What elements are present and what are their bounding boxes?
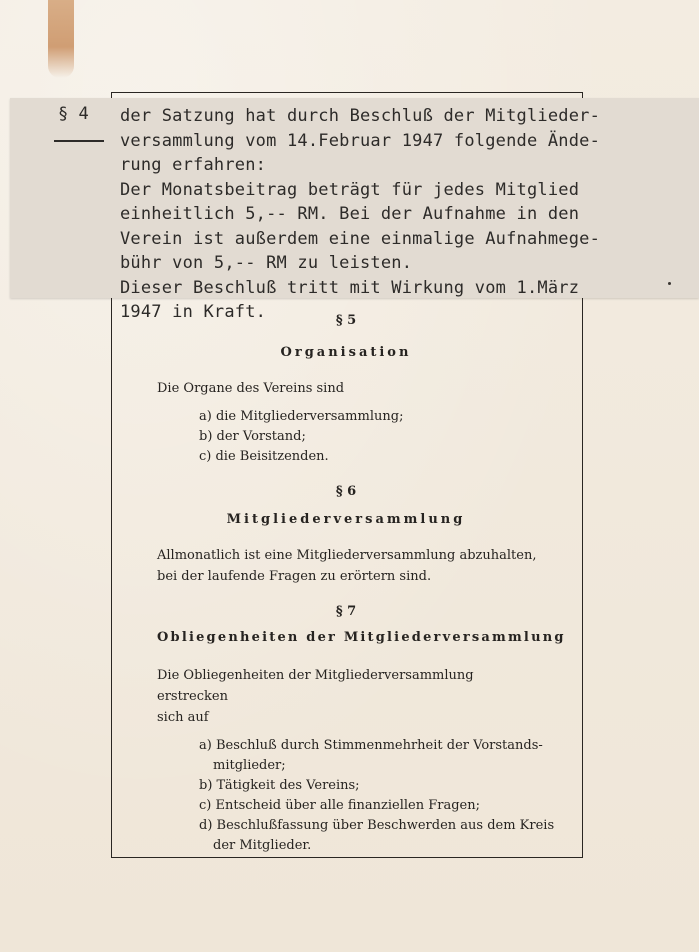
section-6-text (111, 545, 581, 587)
list-item: a) die Mitgliederversammlung; (199, 409, 404, 424)
section-7-list (111, 736, 581, 856)
section-6-line: bei der laufende Fragen zu erörtern sind. (157, 569, 432, 584)
amendment-section-mark: § 4 (58, 104, 89, 124)
section-5-number: § 5 (335, 313, 357, 328)
amendment-line: Verein ist außerdem eine einmalige Aufnahmege- (120, 228, 601, 249)
amendment-line: 1947 in Kraft. (120, 302, 267, 322)
section-5-list (111, 407, 581, 467)
section-6-title: Mitgliederversammlung (226, 512, 466, 527)
amendment-line: rung erfahren: (120, 155, 267, 175)
section-7-line: sich auf (157, 710, 209, 725)
list-item: der Mitglieder. (213, 838, 312, 853)
amendment-line: versammlung vom 14.Februar 1947 folgende Ände- (120, 130, 601, 151)
printed-statute (111, 300, 581, 856)
amendment-line: der Satzung hat durch Beschluß der Mitglieder- (120, 106, 601, 126)
amendment-line: einheitlich 5,-- RM. Bei der Aufnahme in den (120, 204, 580, 224)
list-item: a) Beschluß durch Stimmenmehrheit der Vorstands- (199, 738, 543, 753)
list-item: b) der Vorstand; (199, 429, 306, 444)
section-6-number: § 6 (335, 484, 357, 499)
section-7-intro (111, 665, 581, 728)
tape-stain (48, 0, 74, 78)
list-item: c) Entscheid über alle finanziellen Fragen; (199, 798, 480, 813)
stray-dot (668, 282, 671, 285)
list-item: d) Beschlußfassung über Beschwerden aus dem Kreis (199, 818, 555, 833)
section-7-title: Obliegenheiten der Mitgliederversammlung (157, 630, 566, 645)
section-7-number: § 7 (335, 604, 357, 619)
amendment-text (120, 104, 699, 325)
section-7-line: Die Obliegenheiten der Mitgliederversammlung erstrecken (157, 668, 474, 704)
amendment-line: Der Monatsbeitrag beträgt für jedes Mitglied (120, 179, 580, 200)
section-5-intro: Die Organe des Vereins sind (157, 381, 345, 396)
amendment-line: bühr von 5,-- RM zu leisten. (120, 253, 413, 273)
section-5-title: Organisation (280, 345, 412, 360)
list-item: c) die Beisitzenden. (199, 449, 329, 464)
amendment-line: Dieser Beschluß tritt mit Wirkung vom 1.März (120, 277, 580, 298)
list-item: mitglieder; (213, 758, 286, 773)
section-6-line: Allmonatlich ist eine Mitgliederversammlung abzuhalten, (157, 548, 537, 563)
amendment-dash (54, 140, 104, 142)
list-item: b) Tätigkeit des Vereins; (199, 778, 360, 793)
